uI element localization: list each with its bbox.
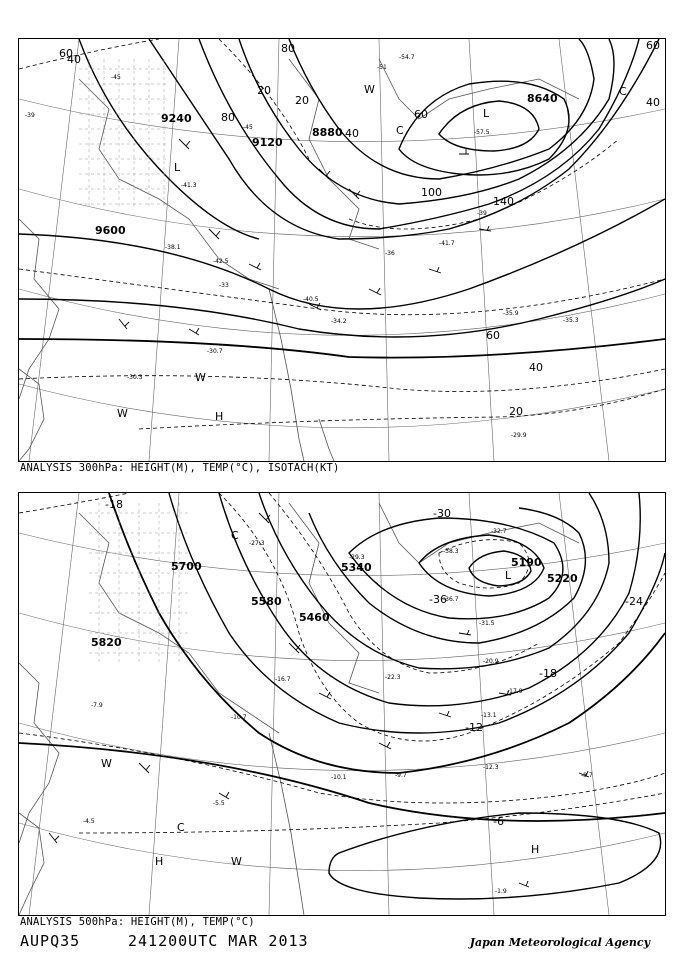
temp-label: -27.3 [249, 540, 265, 547]
isotherm-label: -30 [433, 507, 451, 520]
system-label: W [101, 757, 112, 770]
isotach-label: 20 [257, 84, 271, 97]
hatched-region [79, 59, 169, 209]
isotherm-label: -18 [539, 667, 557, 680]
isotherm-lines [19, 493, 665, 833]
caption-300hpa: ANALYSIS 300hPa: HEIGHT(M), TEMP(°C), ISOTACH(KT) [20, 462, 340, 474]
temp-label: -51 [377, 64, 387, 71]
system-label: H [155, 855, 164, 868]
temp-label: -13.1 [481, 712, 497, 719]
height-label-9600: 9600 [95, 224, 126, 237]
map-panel-500hpa [18, 492, 666, 916]
temp-label: -29.3 [349, 554, 365, 561]
height-label-9240: 9240 [161, 112, 192, 125]
isotach-label: 40 [67, 53, 81, 66]
temp-label: -30.3 [127, 374, 143, 381]
height-label-8640: 8640 [527, 92, 558, 105]
temp-label: -54.7 [399, 54, 415, 61]
temp-label: -40.5 [303, 296, 319, 303]
isotherm-label: -12 [465, 721, 483, 734]
height-label-5340: 5340 [341, 561, 372, 574]
system-label: L [483, 107, 490, 120]
height-label-8880: 8880 [312, 126, 343, 139]
temp-label: -42.5 [213, 258, 229, 265]
temp-label: -29.9 [511, 432, 527, 439]
temp-label: -4.5 [83, 818, 95, 825]
isotherm-label: -6 [493, 815, 504, 828]
system-label: W [231, 855, 242, 868]
temp-label: -34.2 [331, 318, 347, 325]
temp-label: -41.7 [439, 240, 455, 247]
isotach-label: 20 [295, 94, 309, 107]
system-label: C [177, 821, 185, 834]
height-label-5700: 5700 [171, 560, 202, 573]
isotach-label: 40 [646, 96, 660, 109]
isotach-label: 100 [421, 186, 442, 199]
temp-label: -9.7 [395, 772, 407, 779]
system-label: H [531, 843, 540, 856]
temp-label: -38.3 [443, 548, 459, 555]
map-500hpa-svg [19, 493, 665, 915]
isotach-label: 80 [281, 42, 295, 55]
map-panel-300hpa [18, 38, 666, 462]
temp-label: -7.9 [91, 702, 103, 709]
temp-label: -5.5 [213, 800, 225, 807]
map-300hpa-svg [19, 39, 665, 461]
coastline [19, 59, 579, 461]
temp-label: -17.9 [507, 688, 523, 695]
temp-label: -45 [111, 74, 121, 81]
system-label: L [505, 569, 512, 582]
chart-id: AUPQ35 [20, 932, 81, 950]
isotach-label: 80 [221, 111, 235, 124]
system-label: W [195, 371, 206, 384]
isotach-label: 140 [493, 195, 514, 208]
system-label: C [231, 529, 239, 542]
graticule [19, 39, 665, 461]
temp-label: -10.7 [231, 714, 247, 721]
temp-label: -22.3 [385, 674, 401, 681]
isotach-label: 60 [486, 329, 500, 342]
system-label: H [215, 410, 224, 423]
isotherm-label: -36 [429, 593, 447, 606]
system-label: L [174, 161, 181, 174]
isotach-label: 60 [59, 47, 73, 60]
height-label-9120: 9120 [252, 136, 283, 149]
temp-label: -30.7 [207, 348, 223, 355]
isotherm-label: -24 [625, 595, 643, 608]
temp-label: -41.3 [181, 182, 197, 189]
height-label-5460: 5460 [299, 611, 330, 624]
temp-label: -45 [243, 124, 253, 131]
system-label: C [619, 85, 627, 98]
temp-label: -1.9 [495, 888, 507, 895]
temp-label: -36.7 [443, 596, 459, 603]
temp-label: -12.3 [483, 764, 499, 771]
temp-label: -8.7 [581, 772, 593, 779]
temp-label: -57.5 [474, 129, 490, 136]
temp-label: -36 [385, 250, 395, 257]
temp-label: -16.7 [275, 676, 291, 683]
system-label: W [364, 83, 375, 96]
isotach-label: 60 [414, 108, 428, 121]
isotach-label: 40 [529, 361, 543, 374]
height-label-5220: 5220 [547, 572, 578, 585]
isotach-label: 40 [345, 127, 359, 140]
coastline [19, 503, 579, 915]
system-label: W [117, 407, 128, 420]
agency-name: Japan Meteorological Agency [469, 936, 650, 949]
temp-label: -10.1 [331, 774, 347, 781]
height-label-5190: 5190 [511, 556, 542, 569]
height-label-5580: 5580 [251, 595, 282, 608]
caption-500hpa: ANALYSIS 500hPa: HEIGHT(M), TEMP(°C) [20, 916, 255, 928]
temp-label: -35.3 [563, 317, 579, 324]
isotach-label: 20 [509, 405, 523, 418]
temp-label: -32.7 [491, 528, 507, 535]
height-contours [19, 39, 665, 358]
system-label: C [396, 124, 404, 137]
temp-label: -33 [219, 282, 229, 289]
height-label-5820: 5820 [91, 636, 122, 649]
temp-label: -38.1 [165, 244, 181, 251]
temp-label: -31.5 [479, 620, 495, 627]
temp-label: -20.9 [483, 658, 499, 665]
isotach-label: 60 [646, 39, 660, 52]
temp-label: -35.9 [503, 310, 519, 317]
temp-label: -39 [25, 112, 35, 119]
valid-time: 241200UTC MAR 2013 [128, 932, 309, 950]
isotherm-label: -18 [105, 498, 123, 511]
temp-label: -39 [477, 210, 487, 217]
